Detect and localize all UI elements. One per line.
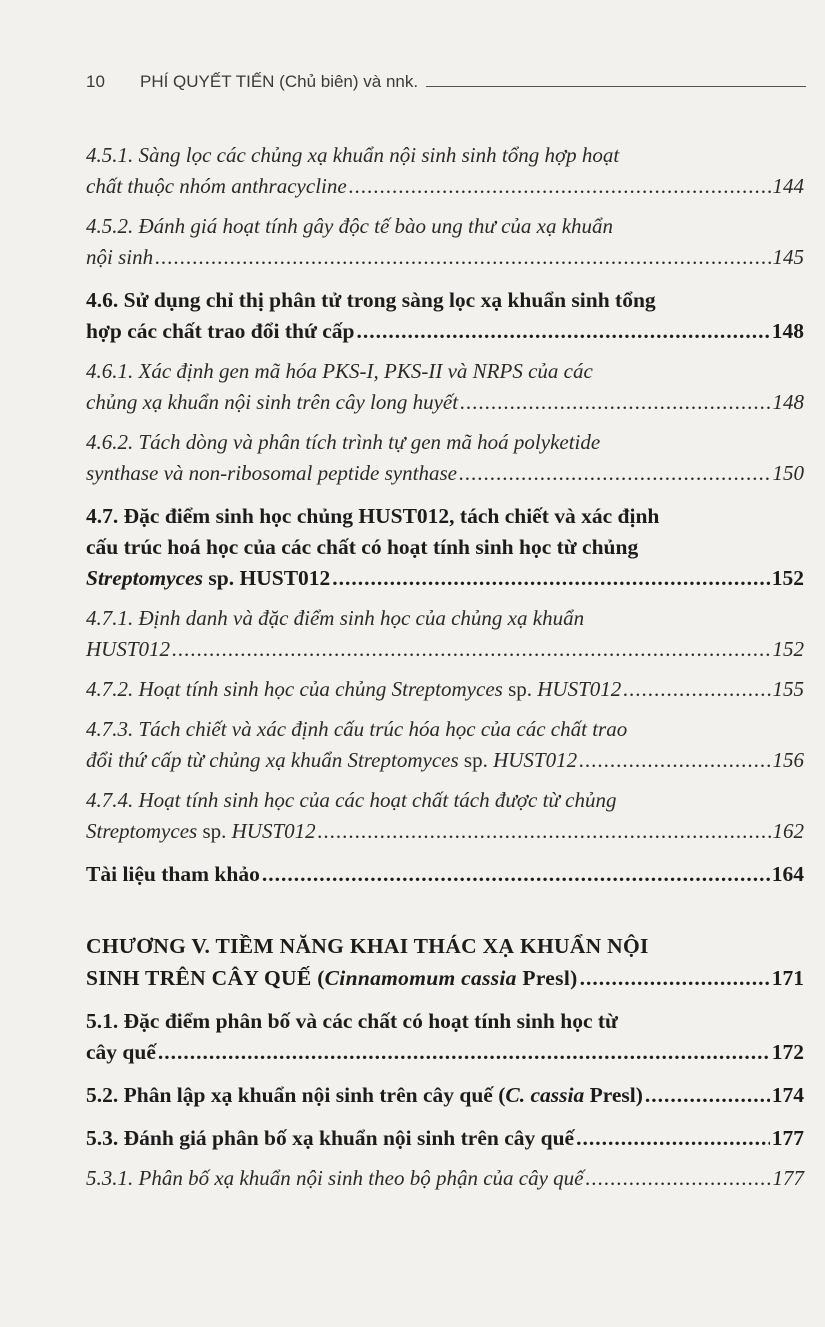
toc-entry-5-2[interactable]: 5.2. Phân lập xạ khuẩn nội sinh trên cây quế (C. cassia Presl) ..... 174 — [86, 1080, 804, 1111]
toc-entry-chapter-5[interactable]: CHƯƠNG V. TIỀM NĂNG KHAI THÁC XẠ KHUẨN NỘI SINH TRÊN CÂY QUẾ (Cinnamomum cassia Presl) ..... 171 — [86, 930, 804, 994]
leader-dots — [459, 458, 771, 489]
leader-dots — [262, 859, 770, 890]
leader-dots — [576, 1123, 770, 1154]
leader-dots — [580, 962, 770, 994]
toc-entry-4-7[interactable]: 4.7. Đặc điểm sinh học chủng HUST012, tách chiết và xác định cấu trúc hoá học của các chất có hoạt tính sinh học từ chủng Streptomyces sp. HUST012 ..... 152 — [86, 501, 804, 594]
leader-dots — [172, 634, 770, 665]
toc-entry-5-3[interactable]: 5.3. Đánh giá phân bố xạ khuẩn nội sinh trên cây quế ..... 177 — [86, 1123, 804, 1154]
leader-dots — [623, 674, 770, 705]
toc-page-number: 164 — [771, 862, 804, 886]
leader-dots — [318, 816, 771, 847]
toc-entry-4-7-2[interactable]: 4.7.2. Hoạt tính sinh học của chủng Streptomyces sp. HUST012 ..... 155 — [86, 674, 804, 705]
toc-page-number: 148 — [772, 390, 804, 414]
leader-dots — [332, 563, 769, 594]
toc-page-number: 156 — [772, 748, 804, 772]
leader-dots — [586, 1163, 771, 1194]
table-of-contents — [86, 140, 804, 1194]
leader-dots — [349, 171, 771, 202]
leader-dots — [158, 1037, 770, 1068]
running-header — [86, 62, 806, 92]
toc-entry-4-7-1[interactable]: 4.7.1. Định danh và đặc điểm sinh học của chủng xạ khuẩn HUST012 ..... 152 — [86, 603, 804, 665]
toc-entry-5-1[interactable]: 5.1. Đặc điểm phân bố và các chất có hoạt tính sinh học từ cây quế ..... 172 — [86, 1006, 804, 1068]
toc-page-number: 152 — [772, 637, 804, 661]
toc-entry-5-3-1[interactable]: 5.3.1. Phân bố xạ khuẩn nội sinh theo bộ phận của cây quế ..... 177 — [86, 1163, 804, 1194]
toc-entry-4-5-2[interactable]: 4.5.2. Đánh giá hoạt tính gây độc tế bào ung thư của xạ khuẩn nội sinh ..... 145 — [86, 211, 804, 273]
toc-page-number: 177 — [771, 1126, 804, 1150]
leader-dots — [460, 387, 770, 418]
toc-page-number: 174 — [771, 1083, 804, 1107]
toc-page-number: 171 — [771, 966, 804, 990]
toc-page-number: 148 — [771, 319, 804, 343]
toc-page-number: 152 — [771, 566, 804, 590]
toc-entry-4-7-4[interactable]: 4.7.4. Hoạt tính sinh học của các hoạt chất tách được từ chủng Streptomyces sp. HUST012 ..... 162 — [86, 785, 804, 847]
running-title: PHÍ QUYẾT TIẾN (Chủ biên) và nnk. — [140, 72, 419, 91]
toc-page-number: 145 — [772, 245, 804, 269]
toc-entry-4-6-2[interactable]: 4.6.2. Tách dòng và phân tích trình tự gen mã hoá polyketide synthase và non-ribosomal peptide synthase ..... 150 — [86, 427, 804, 489]
toc-page-number: 144 — [772, 174, 804, 198]
toc-page-number: 172 — [771, 1040, 804, 1064]
leader-dots — [356, 316, 769, 347]
toc-entry-4-6-1[interactable]: 4.6.1. Xác định gen mã hóa PKS-I, PKS-II và NRPS của các chủng xạ khuẩn nội sinh trên cây long huyết ..... 148 — [86, 356, 804, 418]
header-rule — [426, 86, 806, 87]
toc-entry-references[interactable]: Tài liệu tham khảo ..... 164 — [86, 859, 804, 890]
toc-page-number: 177 — [772, 1166, 804, 1190]
toc-page-number: 162 — [772, 819, 804, 843]
leader-dots — [155, 242, 770, 273]
toc-entry-4-7-3[interactable]: 4.7.3. Tách chiết và xác định cấu trúc hóa học của các chất trao đổi thứ cấp từ chủng xạ khuẩn Streptomyces sp. HUST012 ..... 156 — [86, 714, 804, 776]
page-number: 10 — [86, 72, 105, 91]
toc-entry-4-6[interactable]: 4.6. Sử dụng chỉ thị phân tử trong sàng lọc xạ khuẩn sinh tổng hợp các chất trao đổi thứ cấp ..... 148 — [86, 285, 804, 347]
leader-dots — [579, 745, 770, 776]
leader-dots — [645, 1080, 770, 1111]
toc-page-number: 155 — [772, 677, 804, 701]
toc-entry-4-5-1[interactable]: 4.5.1. Sàng lọc các chủng xạ khuẩn nội sinh sinh tổng hợp hoạt chất thuộc nhóm anthracycline ..... 144 — [86, 140, 804, 202]
toc-page-number: 150 — [772, 461, 804, 485]
